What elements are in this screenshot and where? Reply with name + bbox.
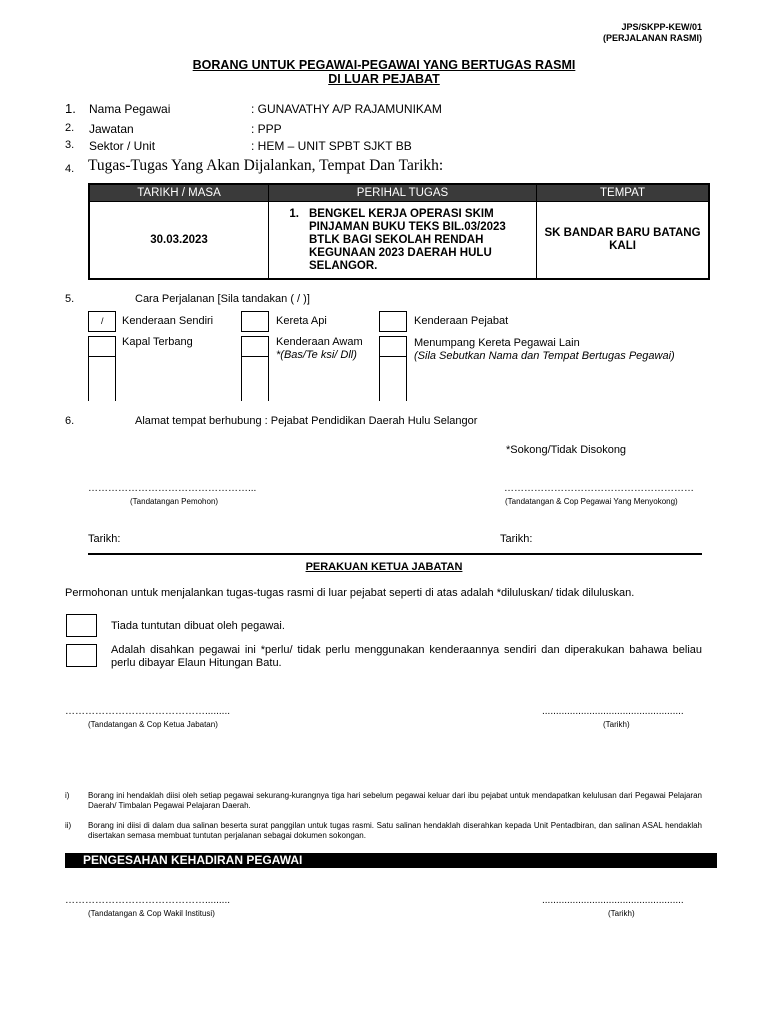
section-6-number: 6. bbox=[65, 415, 75, 427]
note-number-1: i) bbox=[65, 791, 70, 800]
divider-line bbox=[379, 357, 380, 401]
signature-caption-penyokong: (Tandatangan & Cop Pegawai Yang Menyokong) bbox=[505, 497, 678, 506]
form-code-subtitle: (PERJALANAN RASMI) bbox=[603, 33, 702, 43]
date-caption-wakil: (Tarikh) bbox=[608, 909, 635, 918]
checkbox-tiada-tuntutan[interactable] bbox=[66, 614, 97, 637]
field-value-jawatan: : PPP bbox=[251, 122, 282, 136]
checkbox-kenderaan-pejabat[interactable] bbox=[379, 311, 407, 332]
header-tempat: TEMPAT bbox=[537, 184, 710, 202]
check-mark: / bbox=[101, 316, 104, 326]
label-kapal-terbang: Kapal Terbang bbox=[122, 336, 193, 348]
cell-place: SK BANDAR BARU BATANG KALI bbox=[537, 202, 710, 280]
field-number-3: 3. bbox=[65, 139, 75, 151]
section-5-number: 5. bbox=[65, 293, 75, 305]
checkbox-menumpang[interactable] bbox=[379, 336, 407, 357]
label-menumpang-text: Menumpang Kereta Pegawai Lain bbox=[414, 337, 580, 349]
form-code bbox=[603, 22, 702, 44]
field-number-1: 1. bbox=[65, 101, 76, 116]
date-caption-ketua: (Tarikh) bbox=[603, 720, 630, 729]
cell-item-number: 1. bbox=[289, 207, 299, 220]
label-kenderaan-awam-note: *(Bas/Te ksi/ Dll) bbox=[276, 349, 357, 361]
label-kenderaan-awam bbox=[276, 336, 363, 362]
label-kereta-api: Kereta Api bbox=[276, 315, 327, 327]
checkbox-kapal-terbang[interactable] bbox=[88, 336, 116, 357]
title-line-1: BORANG UNTUK PEGAWAI-PEGAWAI YANG BERTUGAS RASMI bbox=[192, 58, 576, 72]
label-kenderaan-awam-text: Kenderaan Awam bbox=[276, 336, 363, 348]
divider-line bbox=[241, 357, 242, 401]
section-4-number: 4. bbox=[65, 163, 75, 175]
date-line-wakil: ................................................... bbox=[542, 895, 684, 906]
signature-line-ketua: ……………………………………......... bbox=[65, 706, 231, 717]
label-menumpang-note: (Sila Sebutkan Nama dan Tempat Bertugas Pegawai) bbox=[414, 350, 675, 362]
signature-line-pemohon: …………………………………………... bbox=[88, 483, 257, 494]
section-divider bbox=[88, 553, 702, 555]
signature-caption-pemohon: (Tandatangan Pemohon) bbox=[130, 497, 219, 506]
field-label-nama: Nama Pegawai bbox=[89, 102, 171, 116]
perakuan-title: PERAKUAN KETUA JABATAN bbox=[305, 561, 463, 573]
note-text-2: Borang ini diisi di dalam dua salinan beserta surat panggilan untuk tugas rasmi. Satu salinan hendaklah diserahkan kepada Unit Pentadbiran, dan salinan ASAL hendaklah disertakan semasa membuat tuntutan perjalanan sebagai dokumen sokongan. bbox=[88, 821, 702, 840]
checkbox-kenderaan-sendiri[interactable] bbox=[88, 311, 116, 332]
label-tiada-tuntutan: Tiada tuntutan dibuat oleh pegawai. bbox=[111, 620, 285, 632]
field-label-sektor: Sektor / Unit bbox=[89, 139, 156, 153]
cell-description bbox=[269, 202, 537, 280]
task-table-header bbox=[89, 184, 709, 202]
field-value-sektor: : HEM – UNIT SPBT SJKT BB bbox=[251, 139, 412, 153]
label-disahkan: Adalah disahkan pegawai ini *perlu/ tidak perlu menggunakan kenderaannya sendiri dan diperakukan bahawa beliau perlu dibayar Elaun Hitungan Batu. bbox=[111, 644, 702, 669]
note-text-1: Borang ini hendaklah diisi oleh setiap pegawai sekurang-kurangnya tiga hari sebelum pegawai keluar dari ibu pejabat untuk mendapatkan kelulusan dari Pegawai Pelajaran Daerah/ Timbalan Pegawai Pelajaran Daerah. bbox=[88, 791, 702, 810]
section-5-title: Cara Perjalanan [Sila tandakan ( / )] bbox=[135, 293, 310, 305]
form-code-number: JPS/SKPP-KEW/01 bbox=[621, 22, 702, 32]
checkbox-disahkan[interactable] bbox=[66, 644, 97, 667]
divider-line bbox=[268, 357, 269, 401]
divider-line bbox=[115, 357, 116, 401]
label-kenderaan-pejabat: Kenderaan Pejabat bbox=[414, 315, 509, 327]
perakuan-intro: Permohonan untuk menjalankan tugas-tugas rasmi di luar pejabat seperti di atas adalah *diluluskan/ tidak diluluskan. bbox=[65, 587, 635, 599]
pengesahan-title: PENGESAHAN KEHADIRAN PEGAWAI bbox=[65, 853, 717, 868]
tarikh-label-left: Tarikh: bbox=[88, 533, 121, 545]
table-row bbox=[89, 202, 709, 280]
checkbox-kenderaan-awam[interactable] bbox=[241, 336, 269, 357]
task-table bbox=[88, 183, 710, 280]
sokong-text: *Sokong/Tidak Disokong bbox=[506, 444, 627, 456]
divider-line bbox=[406, 357, 407, 401]
title-line-2: DI LUAR PEJABAT bbox=[328, 72, 440, 86]
field-label-jawatan: Jawatan bbox=[89, 122, 134, 136]
signature-line-wakil: ……………………………………......... bbox=[65, 895, 231, 906]
signature-caption-wakil: (Tandatangan & Cop Wakil Institusi) bbox=[88, 909, 215, 918]
cell-description-text: BENGKEL KERJA OPERASI SKIM PINJAMAN BUKU TEKS BIL.03/2023 BTLK BAGI SEKOLAH RENDAH KEGUNAAN 2023 DAERAH HULU SELANGOR. bbox=[309, 207, 506, 272]
cell-date: 30.03.2023 bbox=[89, 202, 269, 280]
field-number-2: 2. bbox=[65, 122, 75, 134]
page-title bbox=[0, 58, 768, 86]
header-perihal: PERIHAL TUGAS bbox=[269, 184, 537, 202]
divider-line bbox=[88, 357, 89, 401]
section-6-address: Alamat tempat berhubung : Pejabat Pendidikan Daerah Hulu Selangor bbox=[135, 415, 478, 427]
signature-caption-ketua: (Tandatangan & Cop Ketua Jabatan) bbox=[88, 720, 218, 729]
section-4-title: Tugas-Tugas Yang Akan Dijalankan, Tempat Dan Tarikh: bbox=[88, 157, 444, 174]
date-line-ketua: ................................................... bbox=[542, 706, 684, 717]
field-value-nama: : GUNAVATHY A/P RAJAMUNIKAM bbox=[251, 102, 442, 116]
label-menumpang bbox=[414, 337, 675, 363]
label-kenderaan-sendiri: Kenderaan Sendiri bbox=[122, 315, 214, 327]
tarikh-label-right: Tarikh: bbox=[500, 533, 533, 545]
signature-line-penyokong: ………………………………………………… bbox=[504, 483, 694, 494]
checkbox-kereta-api[interactable] bbox=[241, 311, 269, 332]
note-number-2: ii) bbox=[65, 821, 72, 830]
header-tarikh: TARIKH / MASA bbox=[89, 184, 269, 202]
